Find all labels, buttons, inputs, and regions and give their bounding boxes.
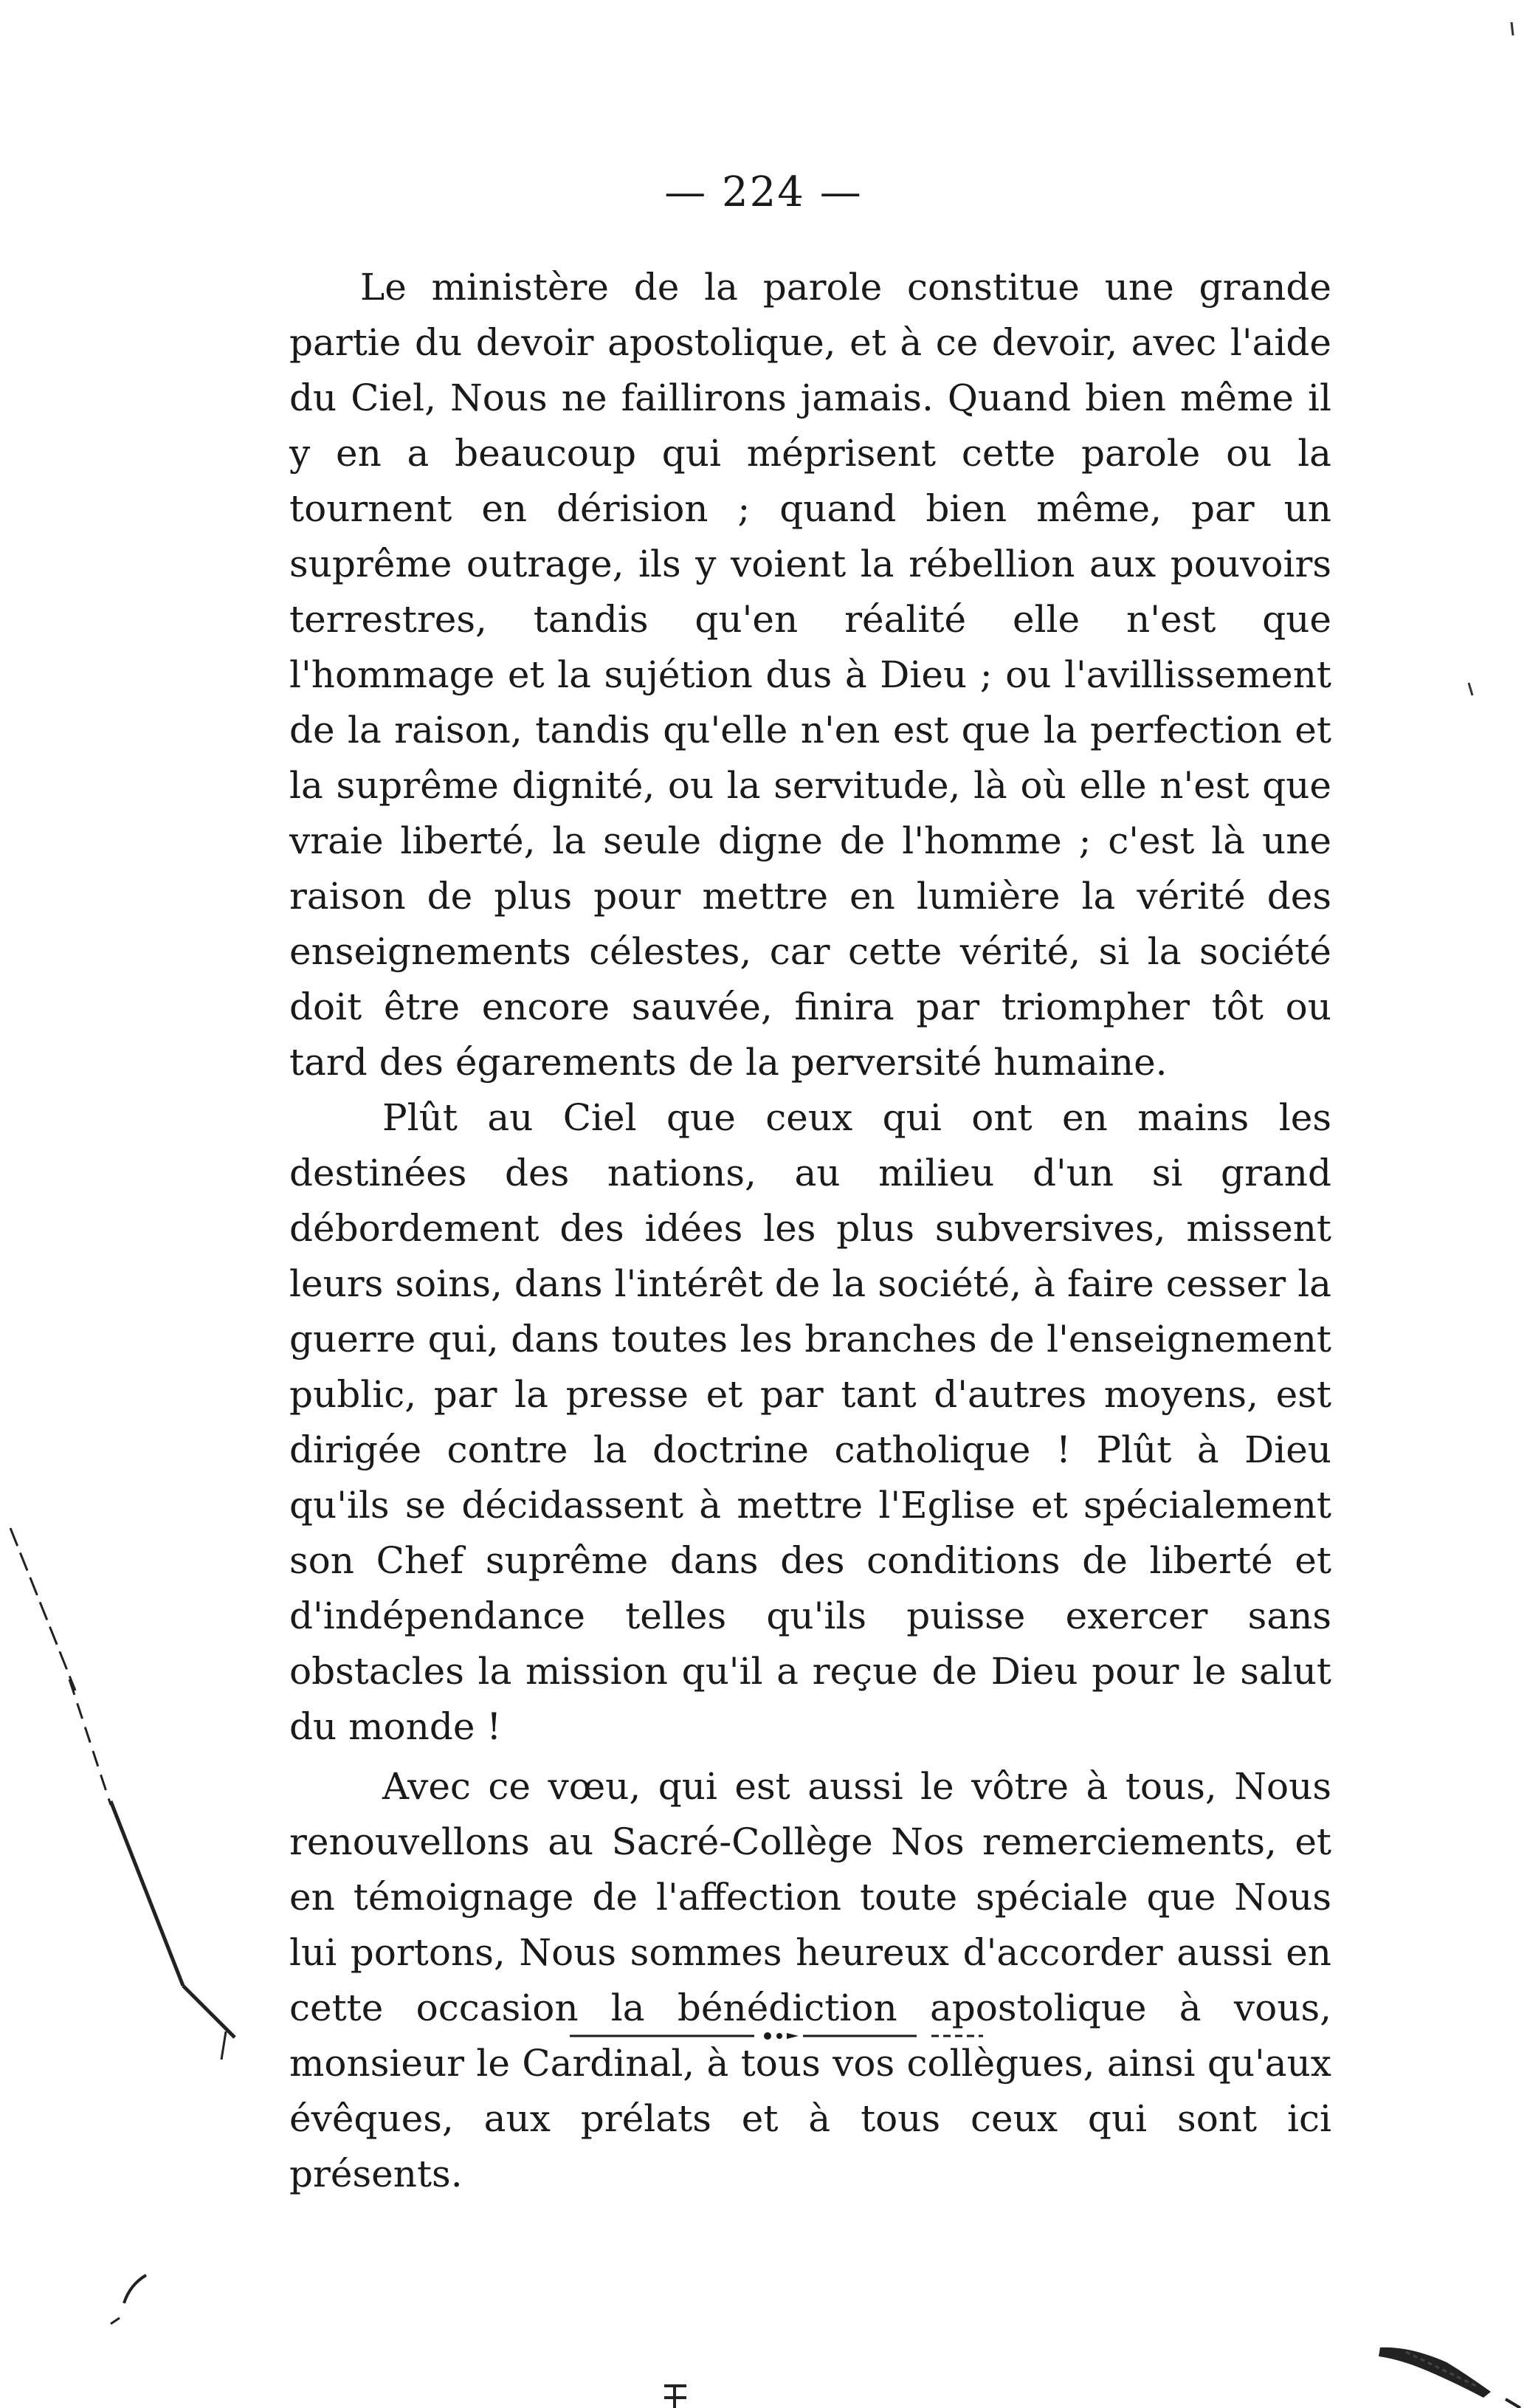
paragraph-1: Le ministère de la parole constitue une grande partie du devoir apostolique, et à ce devoir, avec l'aide du Ciel, Nous ne faillirons jamais. Quand bien même il y en a beaucoup qui méprisent cette parole ou la tournent en dérision ; quand bien même, par un suprême outrage, ils y voient la rébellion aux pouvoirs terrestres, tandis qu'en réalité elle n'est que l'hommage et la sujétion dus à Dieu ; ou l'avillissement de la raison, tandis qu'elle n'en est que la perfection et la suprême dignité, ou la servitude, là où elle n'est que vraie liberté, la seule digne de l'homme ; c'est là une raison de plus pour mettre en lumière la vérité des enseignements célestes, car cette vérité, si la société doit être encore sauvée, finira par triompher tôt ou tard des égarements de la perversité humaine. — [289, 266, 1331, 1084]
page-number: — 224 — — [664, 168, 863, 216]
paragraph-2: Plût au Ciel que ceux qui ont en mains les destinées des nations, au milieu d'un si grand débordement des idées les plus subversives, missent leurs soins, dans l'intérêt de la société, à faire cesser la guerre qui, dans toutes les branches de l'enseignement public, par la presse et par tant d'autres moyens, est dirigée contre la doctrine catholique ! Plût à Dieu qu'ils se décidassent à mettre l'Eglise et spécialement son Chef suprême dans des conditions de liberté et d'indépendance telles qu'ils puisse exercer sans obstacles la mission qu'il a reçue de Dieu pour le salut du monde ! — [289, 1096, 1331, 1748]
body-text — [289, 260, 1331, 2202]
paragraph-3: Avec ce vœu, qui est aussi le vôtre à tous, Nous renouvellons au Sacré-Collège Nos remerciements, et en témoignage de l'affection toute spéciale que Nous lui portons, Nous sommes heureux d'accorder aussi en cette occasion la bénédiction apostolique à vous, monsieur le Cardinal, à tous vos collègues, ainsi qu'aux évêques, aux prélats et à tous ceux qui sont ici présents. — [289, 1765, 1331, 2195]
ornament-divider — [570, 2032, 983, 2040]
